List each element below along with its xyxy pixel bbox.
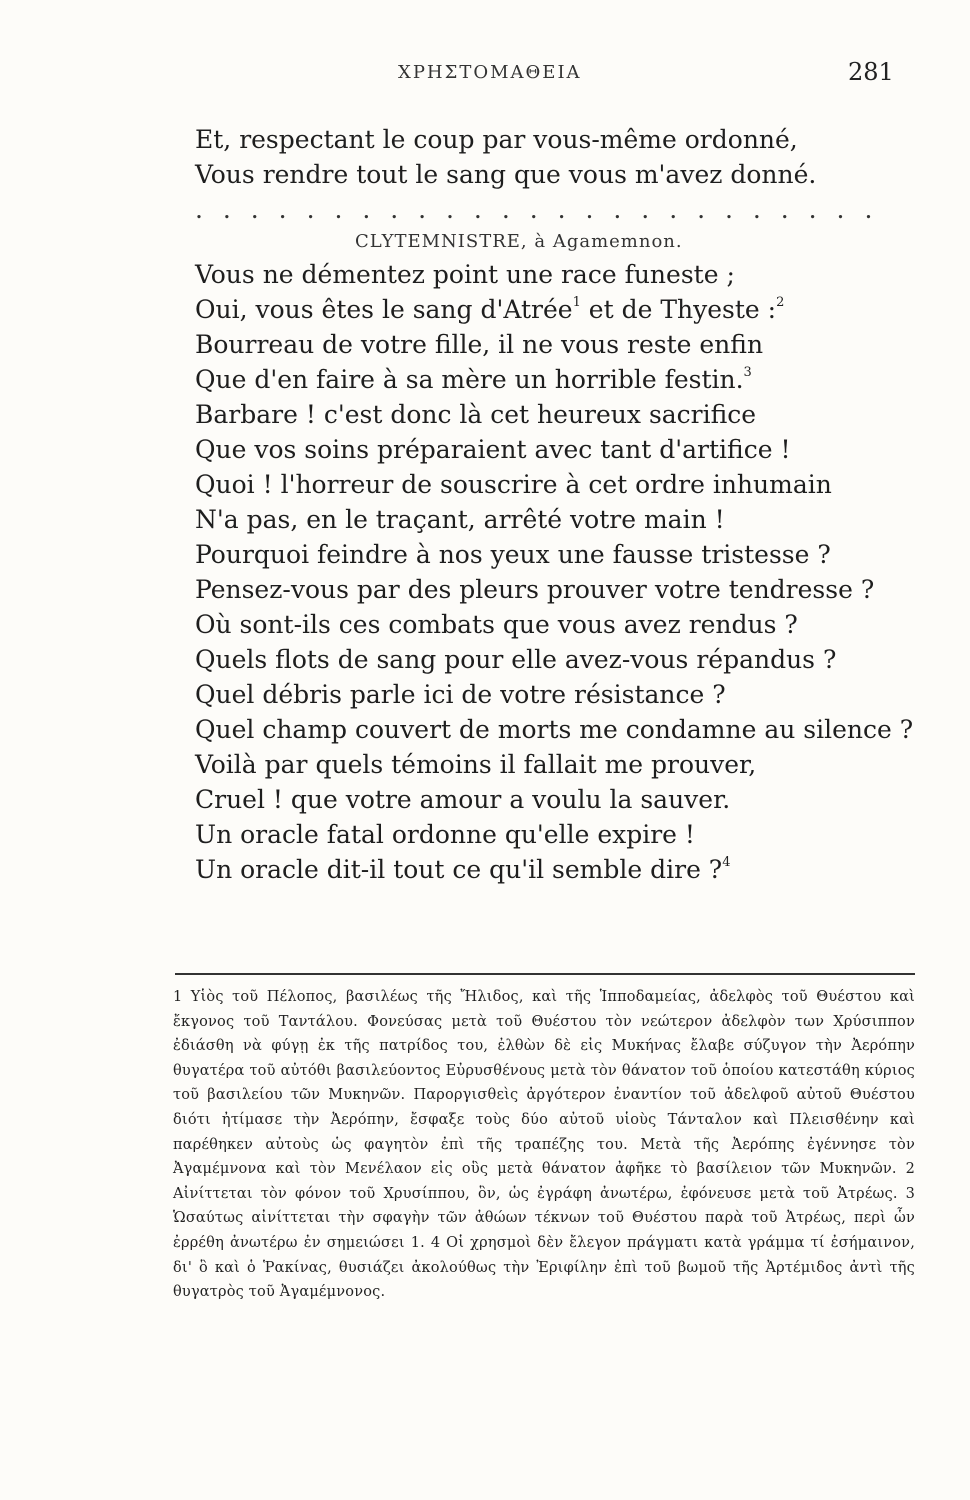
verse-line: Bourreau de votre fille, il ne vous reste enfin	[195, 330, 764, 359]
speaker-heading: CLYTEMNISTRE, à Agamemnon.	[355, 231, 683, 252]
ellipsis-divider: . . . . . . . . . . . . . . . . . . . . . . . . .	[195, 195, 879, 224]
footnote-ref: 4	[722, 855, 731, 870]
verse-line: Que vos soins préparaient avec tant d'artifice !	[195, 435, 791, 464]
verse-line: Voilà par quels témoins il fallait me prouver,	[195, 750, 757, 779]
verse-text: Un oracle dit-il tout ce qu'il semble dire ?	[195, 855, 723, 884]
running-title: ΧΡΗΣΤΟΜΑΘΕΙΑ	[398, 62, 582, 83]
verse-line	[195, 362, 895, 397]
footnote-ref: 3	[743, 365, 752, 380]
verse-line	[195, 292, 895, 327]
verse-line: Pensez-vous par des pleurs prouver votre tendresse ?	[195, 575, 875, 604]
verse-text: Que d'en faire à sa mère un horrible festin.	[195, 365, 744, 394]
verse-line: Pourquoi feindre à nos yeux une fausse tristesse ?	[195, 540, 831, 569]
footnotes-block	[173, 985, 915, 1305]
footnote-text: Ὡσαύτως αἰνίττεται τὴν σφαγὴν τῶν ἀθώων τέκνων τοῦ Θυέστου παρὰ τοῦ Ἀτρέως, περὶ ὧν ἐρρέθη ἀνωτέρω ἐν σημειώσει 1.	[173, 1210, 915, 1251]
verse-line: N'a pas, en le traçant, arrêté votre main !	[195, 505, 725, 534]
verse-line: Un oracle fatal ordonne qu'elle expire !	[195, 820, 695, 849]
footnote-ref: 1	[572, 295, 581, 310]
verse-line: Quels flots de sang pour elle avez-vous répandus ?	[195, 645, 837, 674]
verse-line: Quoi ! l'horreur de souscrire à cet ordre inhumain	[195, 470, 832, 499]
verse-block	[195, 122, 914, 887]
verse-line: Quel débris parle ici de votre résistance ?	[195, 680, 726, 709]
verse-line: Vous rendre tout le sang que vous m'avez donné.	[195, 160, 817, 189]
footnote-text: Οἱ χρησμοὶ δὲν ἔλεγον πράγματι κατὰ γράμμα τί ἐσήμαινον, δι' ὃ καὶ ὁ Ῥακίνας, θυσιάζει ἀκολούθως τὴν Ἐριφίλην ἐπὶ τοῦ βωμοῦ τῆς Ἀρτέμιδος ἀντὶ τῆς θυγατρὸς τοῦ Ἀγαμέμνονος.	[173, 1234, 916, 1301]
verse-line: Vous ne démentez point une race funeste ;	[195, 260, 735, 289]
verse-line	[195, 852, 895, 887]
page-number: 281	[848, 58, 894, 86]
verse-text: Oui, vous êtes le sang d'Atrée	[195, 295, 573, 324]
verse-line: Et, respectant le coup par vous-même ordonné,	[195, 125, 798, 154]
footnote-ref: 2	[776, 295, 785, 310]
footnote-marker: 4	[430, 1234, 441, 1251]
footnote-rule	[175, 973, 915, 975]
footnote-marker: 3	[905, 1185, 916, 1202]
verse-line: Cruel ! que votre amour a voulu la sauver.	[195, 785, 731, 814]
footnote-marker: 2	[905, 1161, 916, 1178]
verse-line: Quel champ couvert de morts me condamne au silence ?	[195, 715, 914, 744]
verse-text: et de Thyeste :	[580, 295, 777, 324]
verse-line: Barbare ! c'est donc là cet heureux sacrifice	[195, 400, 757, 429]
footnote-marker: 1	[173, 989, 183, 1005]
verse-line: Où sont-ils ces combats que vous avez rendus ?	[195, 610, 798, 639]
footnote-text: Αἰνίττεται τὸν φόνον τοῦ Χρυσίππου, ὃν, ὡς ἐγράφη ἀνωτέρω, ἐφόνευσε μετὰ τοῦ Ἀτρέως.	[173, 1185, 898, 1202]
footnote-text: Υἱὸς τοῦ Πέλοπος, βασιλέως τῆς Ἤλιδος, καὶ τῆς Ἱπποδαμείας, ἀδελφὸς τοῦ Θυέστου καὶ ἔκγονος τοῦ Ταντάλου. Φονεύσας μετὰ τοῦ Θυέστου τὸν νεώτερον ἀδελφὸν των Χρύσιππον ἐδιάσθη νὰ φύγῃ ἐκ τῆς πατρίδος του, ἐλθὼν δὲ εἰς Μυκήνας ἔλαβε σύζυγον τὴν Ἀερόπην θυγατέρα τοῦ αὐτόθι βασιλεύοντος Εὐρυσθένους μετὰ τὸν θάνατον τοῦ ὁποίου κατεστάθη κύριος τοῦ βασιλείου τῶν Μυκηνῶν. Παροργισθεὶς ἀργότερον ἐναντίον τοῦ ἀδελφοῦ αὐτοῦ Θυέστου διότι ἠτίμασε τὴν Ἀερόπην, ἔσφαξε τοὺς δύο αὐτοῦ υἱοὺς Τάνταλον καὶ Πλεισθένην καὶ παρέθηκεν αὐτοὺς ὡς φαγητὸν ἐπὶ τῆς τραπέζης του. Μετὰ τῆς Ἀερόπης ἐγέννησε τὸν Ἀγαμέμνονα καὶ τὸν Μενέλαον εἰς οὓς μετὰ θάνατον ἀφῆκε τὸ βασίλειον τῶν Μυκηνῶν.	[173, 989, 915, 1178]
